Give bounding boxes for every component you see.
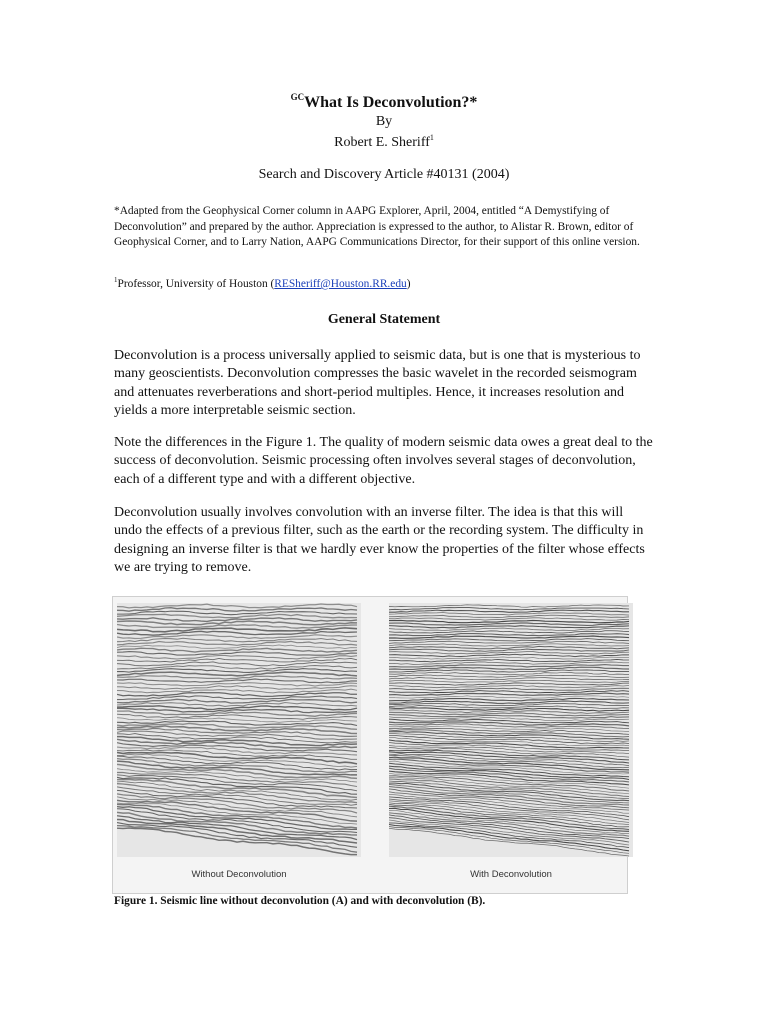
- adaptation-note: *Adapted from the Geophysical Corner column in AAPG Explorer, April, 2004, entitled “A Demystifying of Deconvolution” and prepared by the author. Appreciation is expressed to the author, to Alistar R. Brown, editor of Geophysical Corner, and to Larry Nation, AAPG Communications Director, for their support of this online version.: [114, 205, 640, 248]
- article-reference: Search and Discovery Article #40131 (2004): [258, 167, 510, 182]
- author-email-link[interactable]: RESheriff@Houston.RR.edu: [274, 278, 407, 290]
- affiliation-text: Professor, University of Houston (: [117, 278, 275, 290]
- title-text: What Is Deconvolution?*: [304, 94, 478, 111]
- affiliation-note: [114, 276, 660, 290]
- affiliation-close: ): [406, 278, 411, 290]
- title-prefix: GC: [290, 92, 305, 102]
- document-title: [0, 92, 768, 112]
- affiliation-marker: 1: [114, 276, 118, 284]
- paragraph-3: Deconvolution usually involves convolution with an inverse filter. The idea is that this will undo the effects of a previous filter, such as the earth or the recording system. The difficulty in designing an inverse filter is that we hardly ever know the properties of the filter whose effects we are trying to remove.: [114, 505, 645, 575]
- byline-by: By: [375, 114, 393, 129]
- paragraph-1: Deconvolution is a process universally applied to seismic data, but is one that is mysterious to many geoscientists. Deconvolution compresses the basic wavelet in the recorded seismogram and attenuates reverberations and short-period multiples. Hence, it increases resolution and yields a more interpretable seismic section.: [114, 348, 641, 418]
- author-line: [0, 133, 768, 151]
- figure-1: [112, 596, 628, 894]
- seismic-section-with-deconvolution: [389, 603, 633, 857]
- seismic-section-without-deconvolution: [117, 603, 361, 857]
- figure-caption: Figure 1. Seismic line without deconvolution (A) and with deconvolution (B).: [114, 895, 486, 907]
- author-footnote-marker: 1: [429, 133, 434, 142]
- panel-a-label: Without Deconvolution: [191, 869, 287, 880]
- paragraph-2: Note the differences in the Figure 1. The quality of modern seismic data owes a great deal to the success of deconvolution. Seismic processing often involves several stages of deconvolution, each of a different type and with a different objective.: [114, 435, 653, 487]
- author-name: Robert E. Sheriff: [334, 135, 430, 150]
- panel-b-label: With Deconvolution: [470, 869, 552, 880]
- section-heading: General Statement: [327, 312, 441, 327]
